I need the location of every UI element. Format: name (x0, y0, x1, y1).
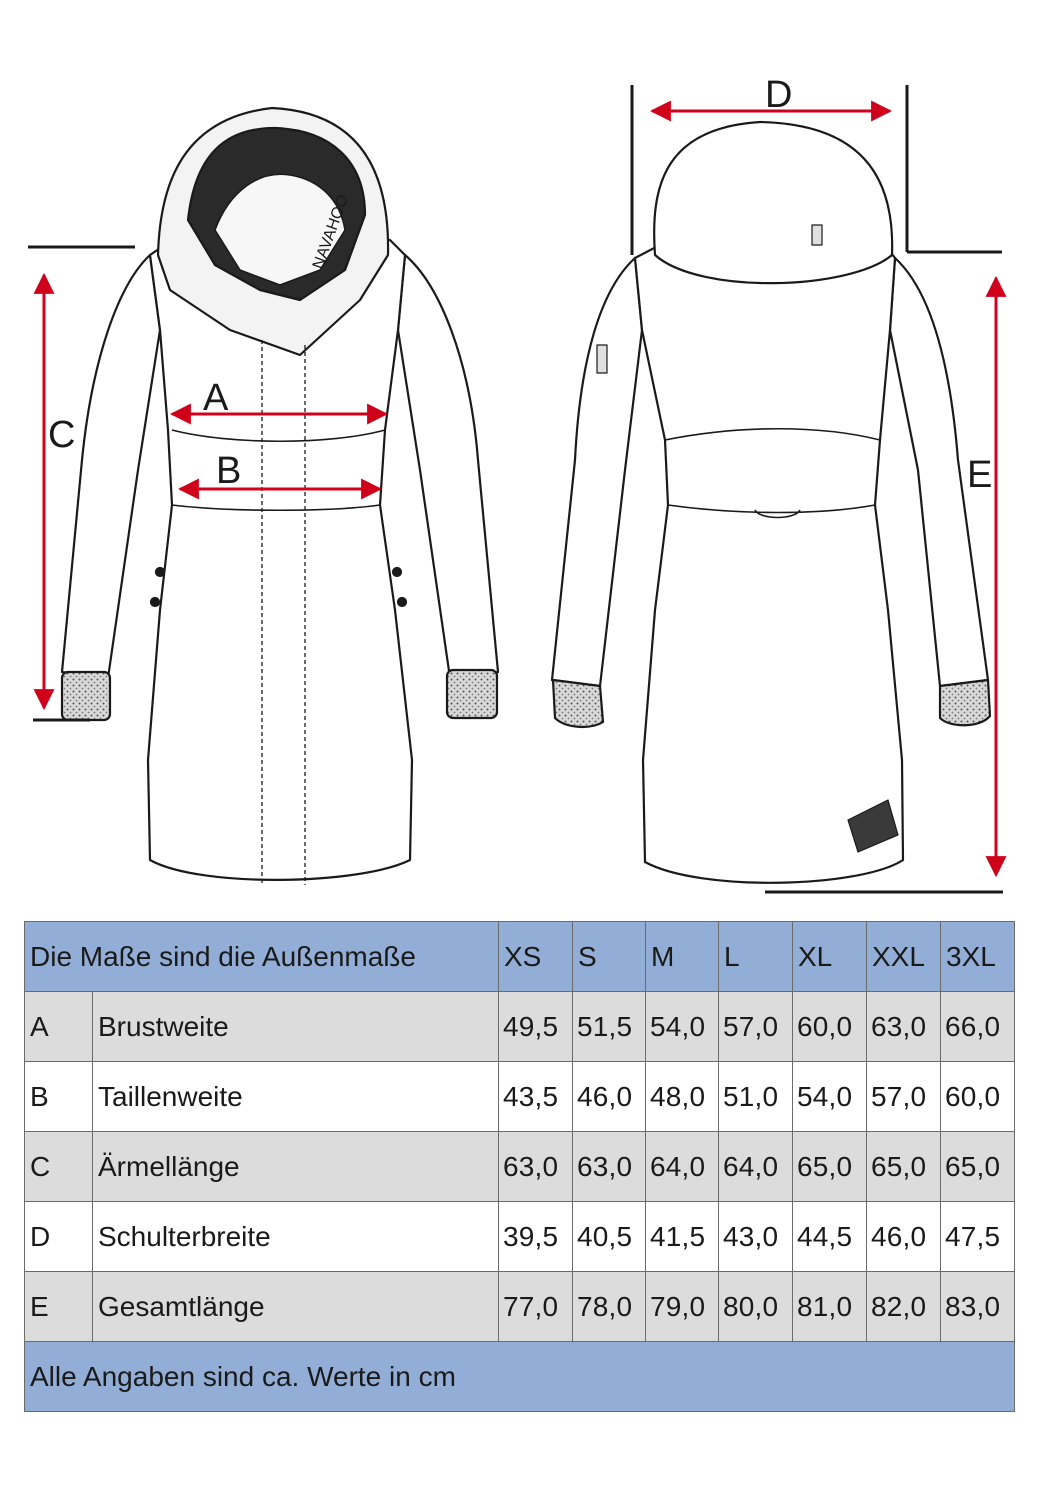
back-left-sleeve (552, 258, 642, 686)
coat-back-drawing (552, 122, 993, 883)
measurement-name: Schulterbreite (93, 1202, 499, 1272)
back-hood (654, 122, 892, 283)
measurement-value: 51,0 (719, 1062, 793, 1132)
label-a: A (203, 377, 229, 419)
measurement-value: 65,0 (941, 1132, 1015, 1202)
measurement-key: B (25, 1062, 93, 1132)
size-header: XS (499, 922, 573, 992)
measurement-value: 54,0 (646, 992, 719, 1062)
measurement-value: 65,0 (867, 1132, 941, 1202)
size-header: 3XL (941, 922, 1015, 992)
measurement-value: 60,0 (793, 992, 867, 1062)
measurement-name: Brustweite (93, 992, 499, 1062)
measurement-name: Gesamtlänge (93, 1272, 499, 1342)
measurement-value: 80,0 (719, 1272, 793, 1342)
measurement-value: 77,0 (499, 1272, 573, 1342)
front-right-cuff (447, 670, 497, 718)
label-e: E (967, 454, 993, 496)
measurement-value: 39,5 (499, 1202, 573, 1272)
size-header: M (646, 922, 719, 992)
front-left-sleeve (62, 255, 160, 678)
measurement-value: 41,5 (646, 1202, 719, 1272)
measurement-value: 51,5 (573, 992, 646, 1062)
measurement-value: 82,0 (867, 1272, 941, 1342)
measurement-value: 43,5 (499, 1062, 573, 1132)
measurement-value: 65,0 (793, 1132, 867, 1202)
measurement-value: 64,0 (646, 1132, 719, 1202)
measurement-value: 46,0 (867, 1202, 941, 1272)
size-chart-table (24, 921, 1015, 1412)
measurement-value: 79,0 (646, 1272, 719, 1342)
measurement-key: E (25, 1272, 93, 1342)
brand-text: NAVAHOO (309, 192, 353, 272)
size-header: L (719, 922, 793, 992)
header-title: Die Maße sind die Außenmaße (25, 922, 499, 992)
table-row (25, 992, 1015, 1062)
back-body (635, 245, 903, 883)
footer-note: Alle Angaben sind ca. Werte in cm (25, 1342, 1015, 1412)
measurement-value: 44,5 (793, 1202, 867, 1272)
measurement-key: D (25, 1202, 93, 1272)
measurement-name: Taillenweite (93, 1062, 499, 1132)
measurement-value: 78,0 (573, 1272, 646, 1342)
measurement-value: 47,5 (941, 1202, 1015, 1272)
label-b: B (216, 450, 242, 492)
label-c: C (48, 414, 76, 456)
measurement-value: 83,0 (941, 1272, 1015, 1342)
table-row (25, 1272, 1015, 1342)
measurement-key: A (25, 992, 93, 1062)
measurement-value: 57,0 (867, 1062, 941, 1132)
measurement-value: 66,0 (941, 992, 1015, 1062)
measurement-value: 48,0 (646, 1062, 719, 1132)
measurement-value: 43,0 (719, 1202, 793, 1272)
measurement-key: C (25, 1132, 93, 1202)
measurement-value: 46,0 (573, 1062, 646, 1132)
front-left-cuff (62, 672, 110, 720)
measurement-value: 63,0 (499, 1132, 573, 1202)
measurement-name: Ärmellänge (93, 1132, 499, 1202)
size-header: XL (793, 922, 867, 992)
measurement-value: 60,0 (941, 1062, 1015, 1132)
label-d: D (765, 74, 793, 116)
measurement-value: 57,0 (719, 992, 793, 1062)
measurement-value: 63,0 (867, 992, 941, 1062)
table-header-row (25, 922, 1015, 992)
measurement-value: 63,0 (573, 1132, 646, 1202)
back-left-cuff (553, 680, 603, 727)
size-chart-body (25, 922, 1015, 1412)
measurement-value: 81,0 (793, 1272, 867, 1342)
measurement-value: 64,0 (719, 1132, 793, 1202)
table-row (25, 1132, 1015, 1202)
table-row (25, 1062, 1015, 1132)
measurement-value: 49,5 (499, 992, 573, 1062)
table-footer-row (25, 1342, 1015, 1412)
size-header: XXL (867, 922, 941, 992)
table-row (25, 1202, 1015, 1272)
coat-front-drawing (62, 108, 498, 885)
front-right-sleeve (398, 255, 498, 678)
size-header: S (573, 922, 646, 992)
measurement-value: 40,5 (573, 1202, 646, 1272)
back-right-cuff (940, 680, 990, 725)
measurement-value: 54,0 (793, 1062, 867, 1132)
